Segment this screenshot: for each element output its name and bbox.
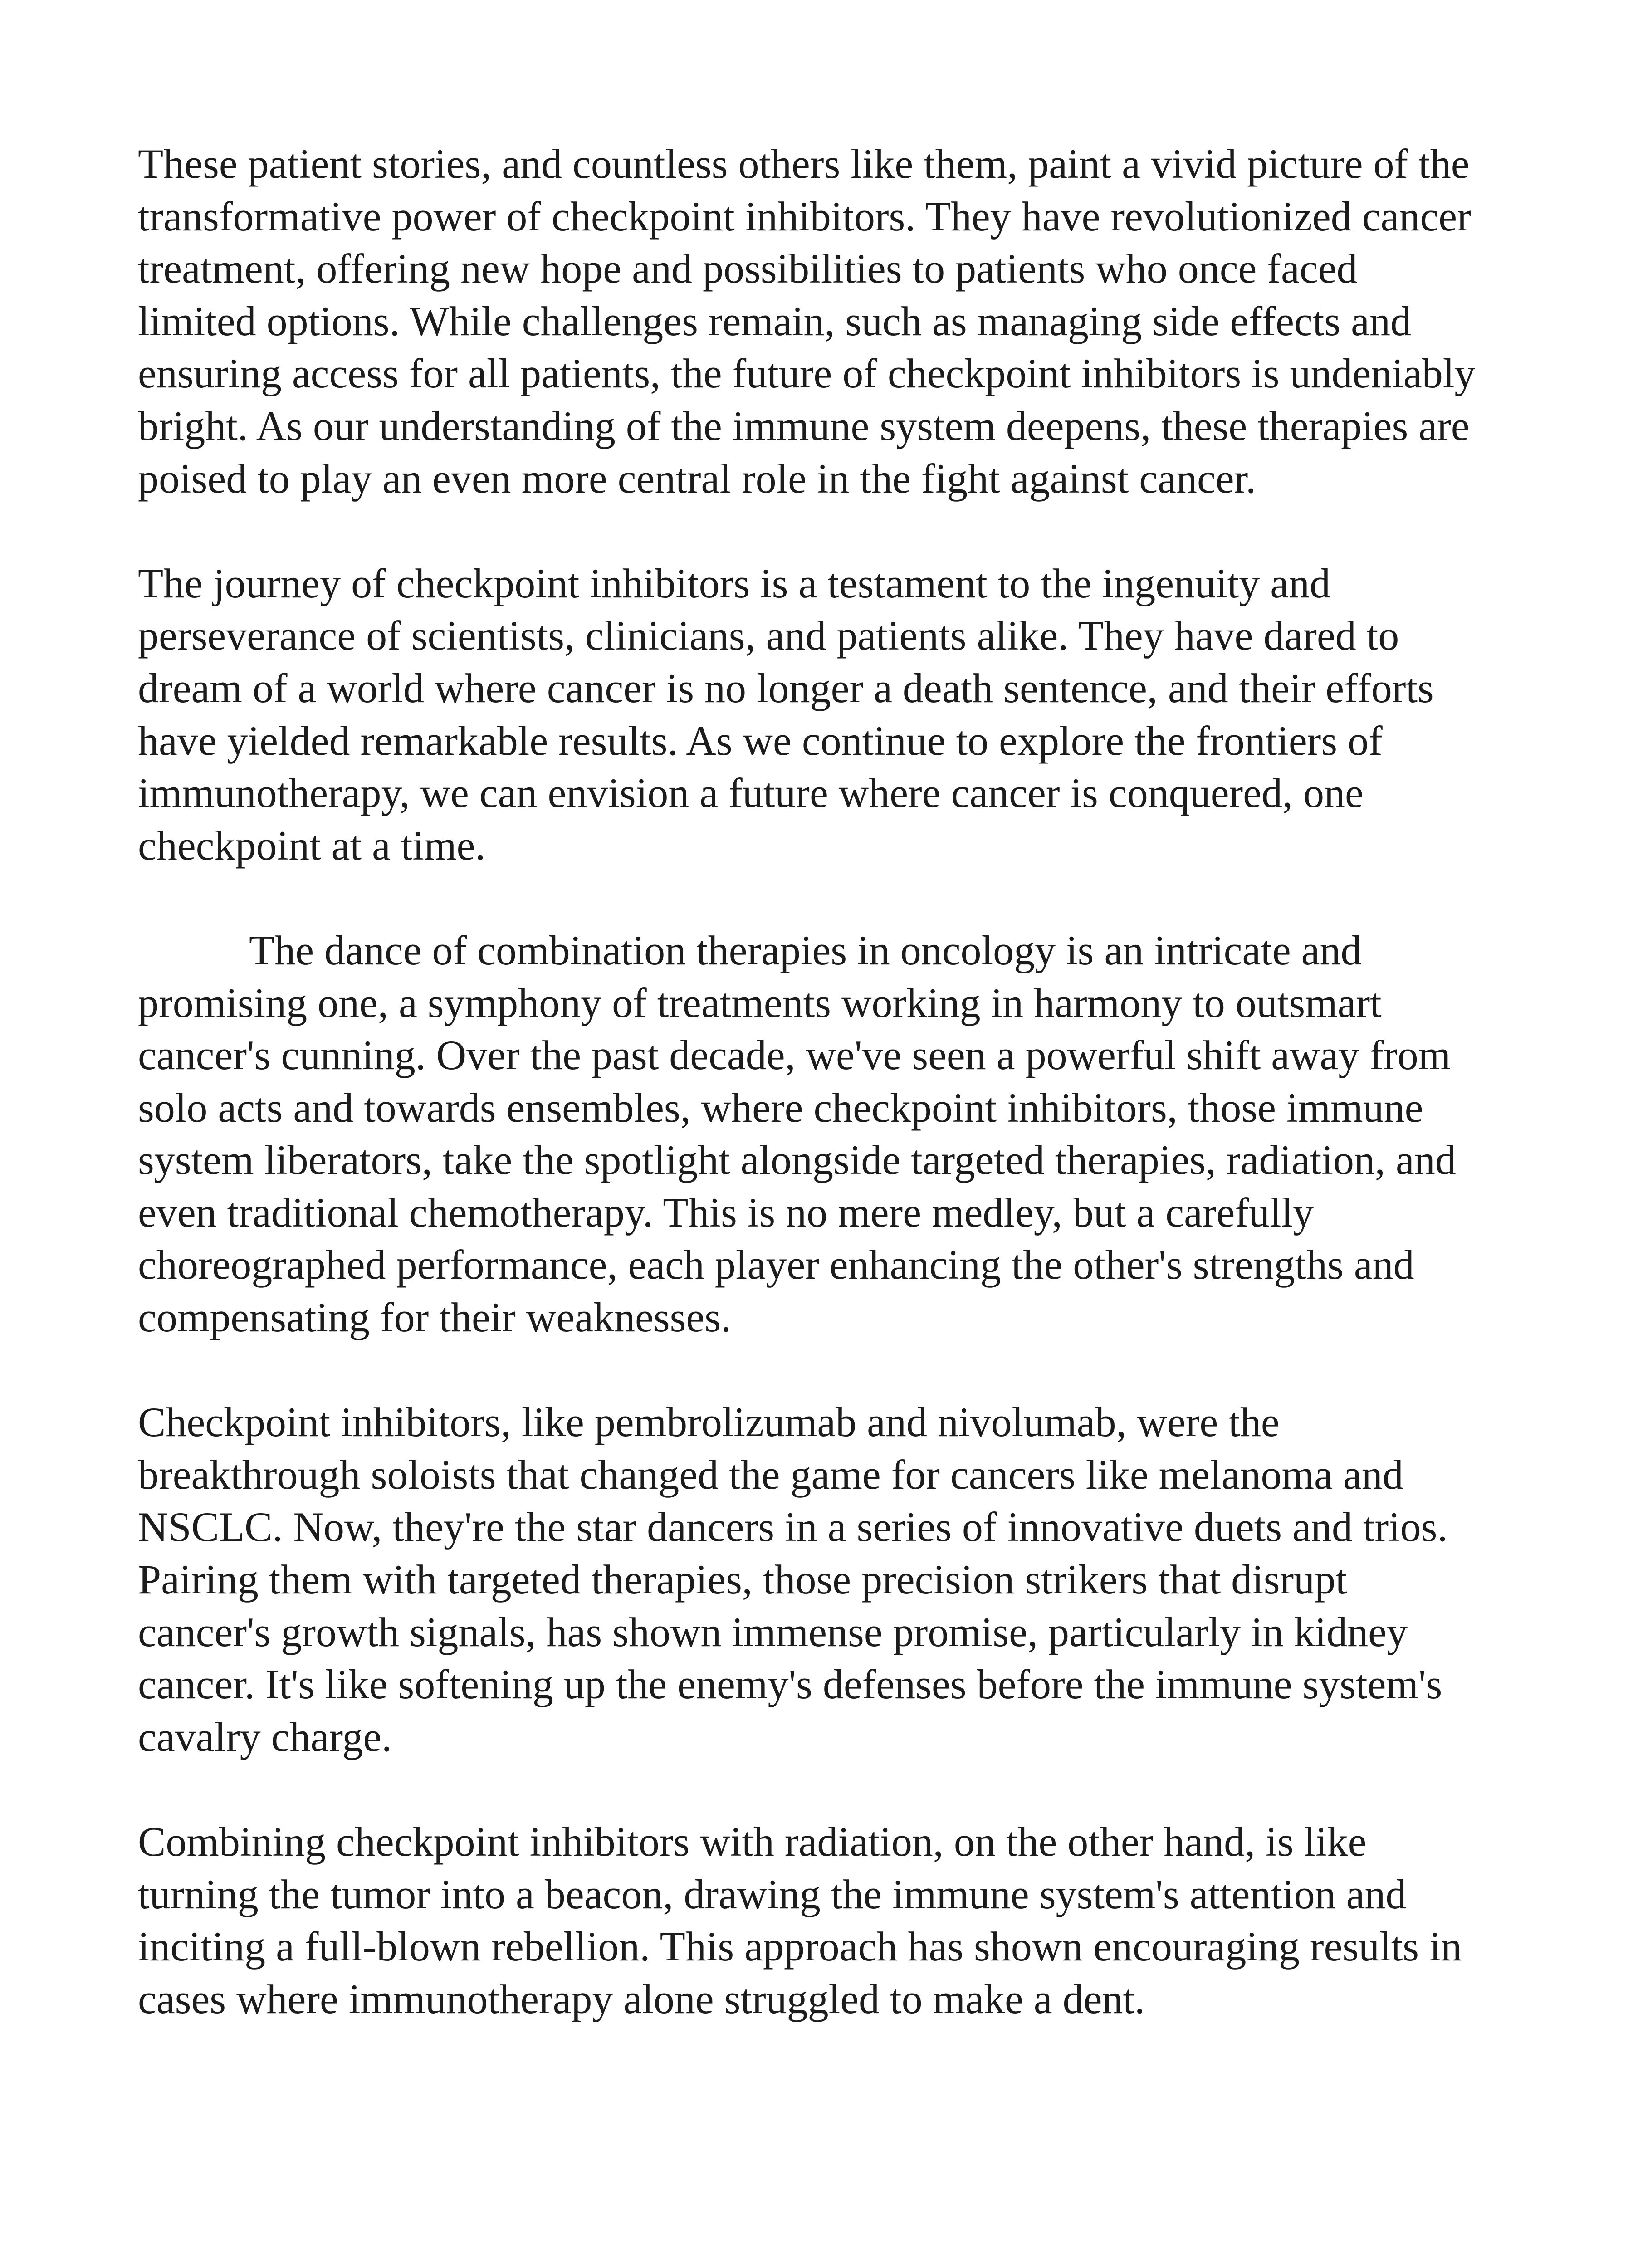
paragraph-radiation: Combining checkpoint inhibitors with radiation, on the other hand, is like turning the tumor into a beacon, drawing the immune system's attention and inciting a full-blown rebellion. This approach has shown encouraging results in cases where immunotherapy alone struggled to make a dent. — [138, 1818, 1462, 2022]
paragraph-combination-therapies: The dance of combination therapies in oncology is an intricate and promising one, a symphony of treatments working in harmony to outsmart cancer's cunning. Over the past decade, we've seen a powerful shift away from solo acts and towards ensembles, where checkpoint inhibitors, those immune system liberators, take the spotlight alongside targeted therapies, radiation, and even traditional chemotherapy. This is no mere medley, but a carefully choreographed performance, each player enhancing the other's strengths and compensating for their weaknesses. — [138, 927, 1456, 1341]
paragraph-checkpoint-soloists: Checkpoint inhibitors, like pembrolizumab and nivolumab, were the breakthrough soloists that changed the game for cancers like melanoma and NSCLC. Now, they're the star dancers in a series of innovative duets and trios. Pairing them with targeted therapies, those precision strikers that disrupt cancer's growth signals, has shown immense promise, particularly in kidney cancer. It's like softening up the enemy's defenses before the immune system's cavalry charge. — [138, 1399, 1448, 1760]
paragraph-journey: The journey of checkpoint inhibitors is a testament to the ingenuity and perseverance of scientists, clinicians, and patients alike. They have dared to dream of a world where cancer is no longer a death sentence, and their efforts have yielded remarkable results. As we continue to explore the frontiers of immunotherapy, we can envision a future where cancer is conquered, one checkpoint at a time. — [138, 560, 1434, 869]
paragraph-patient-stories: These patient stories, and countless others like them, paint a vivid picture of the transformative power of checkpoint inhibitors. They have revolutionized cancer treatment, offering new hope and possibilities to patients who once faced limited options. While challenges remain, such as managing side effects and ensuring access for all patients, the future of checkpoint inhibitors is undeniably bright. As our understanding of the immune system deepens, these therapies are poised to play an even more central role in the fight against cancer. — [138, 141, 1476, 502]
body-text — [138, 138, 1481, 2025]
